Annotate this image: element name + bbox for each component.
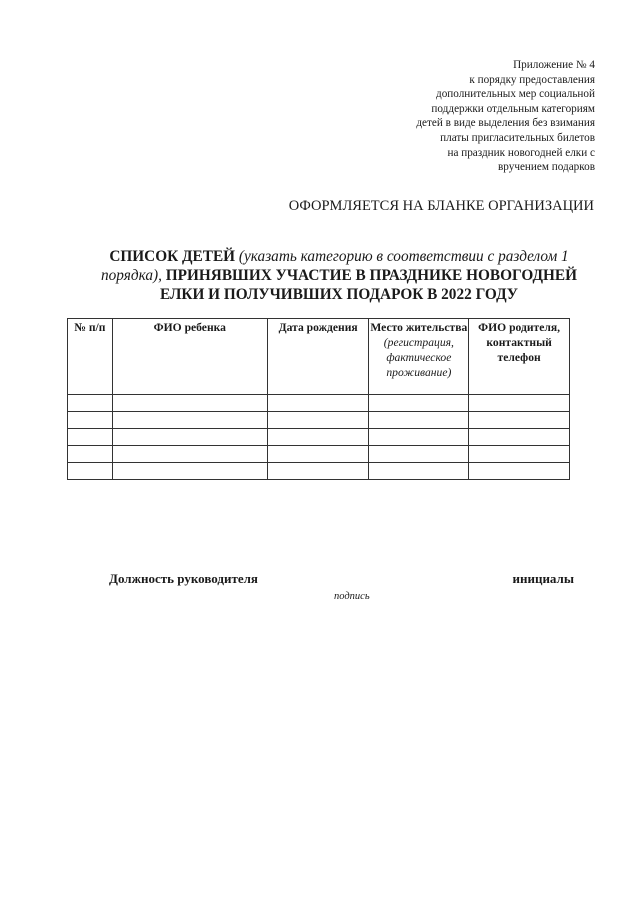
appendix-line: вручением подарков (498, 161, 595, 174)
table-cell[interactable] (469, 446, 570, 463)
table-header-row (68, 319, 570, 395)
table-row (68, 446, 570, 463)
table-cell[interactable] (112, 463, 267, 480)
table-cell[interactable] (112, 429, 267, 446)
table-cell[interactable] (267, 463, 369, 480)
table-cell[interactable] (469, 395, 570, 412)
table-row (68, 395, 570, 412)
table-cell[interactable] (469, 412, 570, 429)
table-cell[interactable] (369, 463, 469, 480)
table-cell[interactable] (469, 463, 570, 480)
appendix-line: на праздник новогодней елки с (447, 146, 595, 159)
table-row (68, 412, 570, 429)
table-cell[interactable] (112, 395, 267, 412)
header-birth-date: Дата рождения (267, 319, 369, 395)
letterhead-note: ОФОРМЛЯЕТСЯ НА БЛАНКЕ ОРГАНИЗАЦИИ (288, 198, 594, 214)
header-residence-label: Место жительства (370, 321, 468, 334)
manager-initials: инициалы (512, 571, 574, 586)
table-cell[interactable] (68, 412, 113, 429)
header-parent: ФИО родителя, контактный телефон (469, 319, 570, 395)
table-cell[interactable] (68, 463, 113, 480)
appendix-note (355, 58, 595, 175)
appendix-line: платы пригласительных билетов (440, 131, 595, 144)
header-residence-note: (регистрация, фактическое проживание) (383, 336, 454, 379)
table-cell[interactable] (469, 429, 570, 446)
manager-position: Должность руководителя (109, 571, 258, 586)
appendix-line: к порядку предоставления (469, 73, 595, 86)
title-part-2: (указать категорию в соответствии с разделом 1 порядка), (100, 248, 569, 284)
title-part-1: СПИСОК ДЕТЕЙ (109, 248, 236, 265)
table-cell[interactable] (68, 446, 113, 463)
table-row (68, 429, 570, 446)
title-part-3: ПРИНЯВШИХ УЧАСТИЕ В ПРАЗДНИКЕ НОВОГОДНЕЙ ЕЛКИ И ПОЛУЧИВШИХ ПОДАРОК В 2022 ГОДУ (159, 267, 577, 303)
table-cell[interactable] (68, 429, 113, 446)
appendix-line: детей в виде выделения без взимания (416, 117, 595, 130)
document-title (94, 247, 584, 304)
table-cell[interactable] (369, 429, 469, 446)
header-child-name: ФИО ребенка (112, 319, 267, 395)
table-cell[interactable] (369, 446, 469, 463)
header-residence (369, 319, 469, 395)
table-row (68, 463, 570, 480)
signature-caption: подпись (334, 591, 370, 602)
table-cell[interactable] (267, 446, 369, 463)
children-table (67, 318, 570, 480)
table-cell[interactable] (267, 429, 369, 446)
table-cell[interactable] (68, 395, 113, 412)
table-cell[interactable] (369, 412, 469, 429)
table-cell[interactable] (267, 412, 369, 429)
table-cell[interactable] (112, 412, 267, 429)
header-number: № п/п (68, 319, 113, 395)
table-cell[interactable] (267, 395, 369, 412)
appendix-line: Приложение № 4 (513, 59, 595, 71)
appendix-line: дополнительных мер социальной (436, 88, 595, 101)
table-cell[interactable] (112, 446, 267, 463)
table-cell[interactable] (369, 395, 469, 412)
appendix-line: поддержки отдельным категориям (431, 102, 595, 115)
